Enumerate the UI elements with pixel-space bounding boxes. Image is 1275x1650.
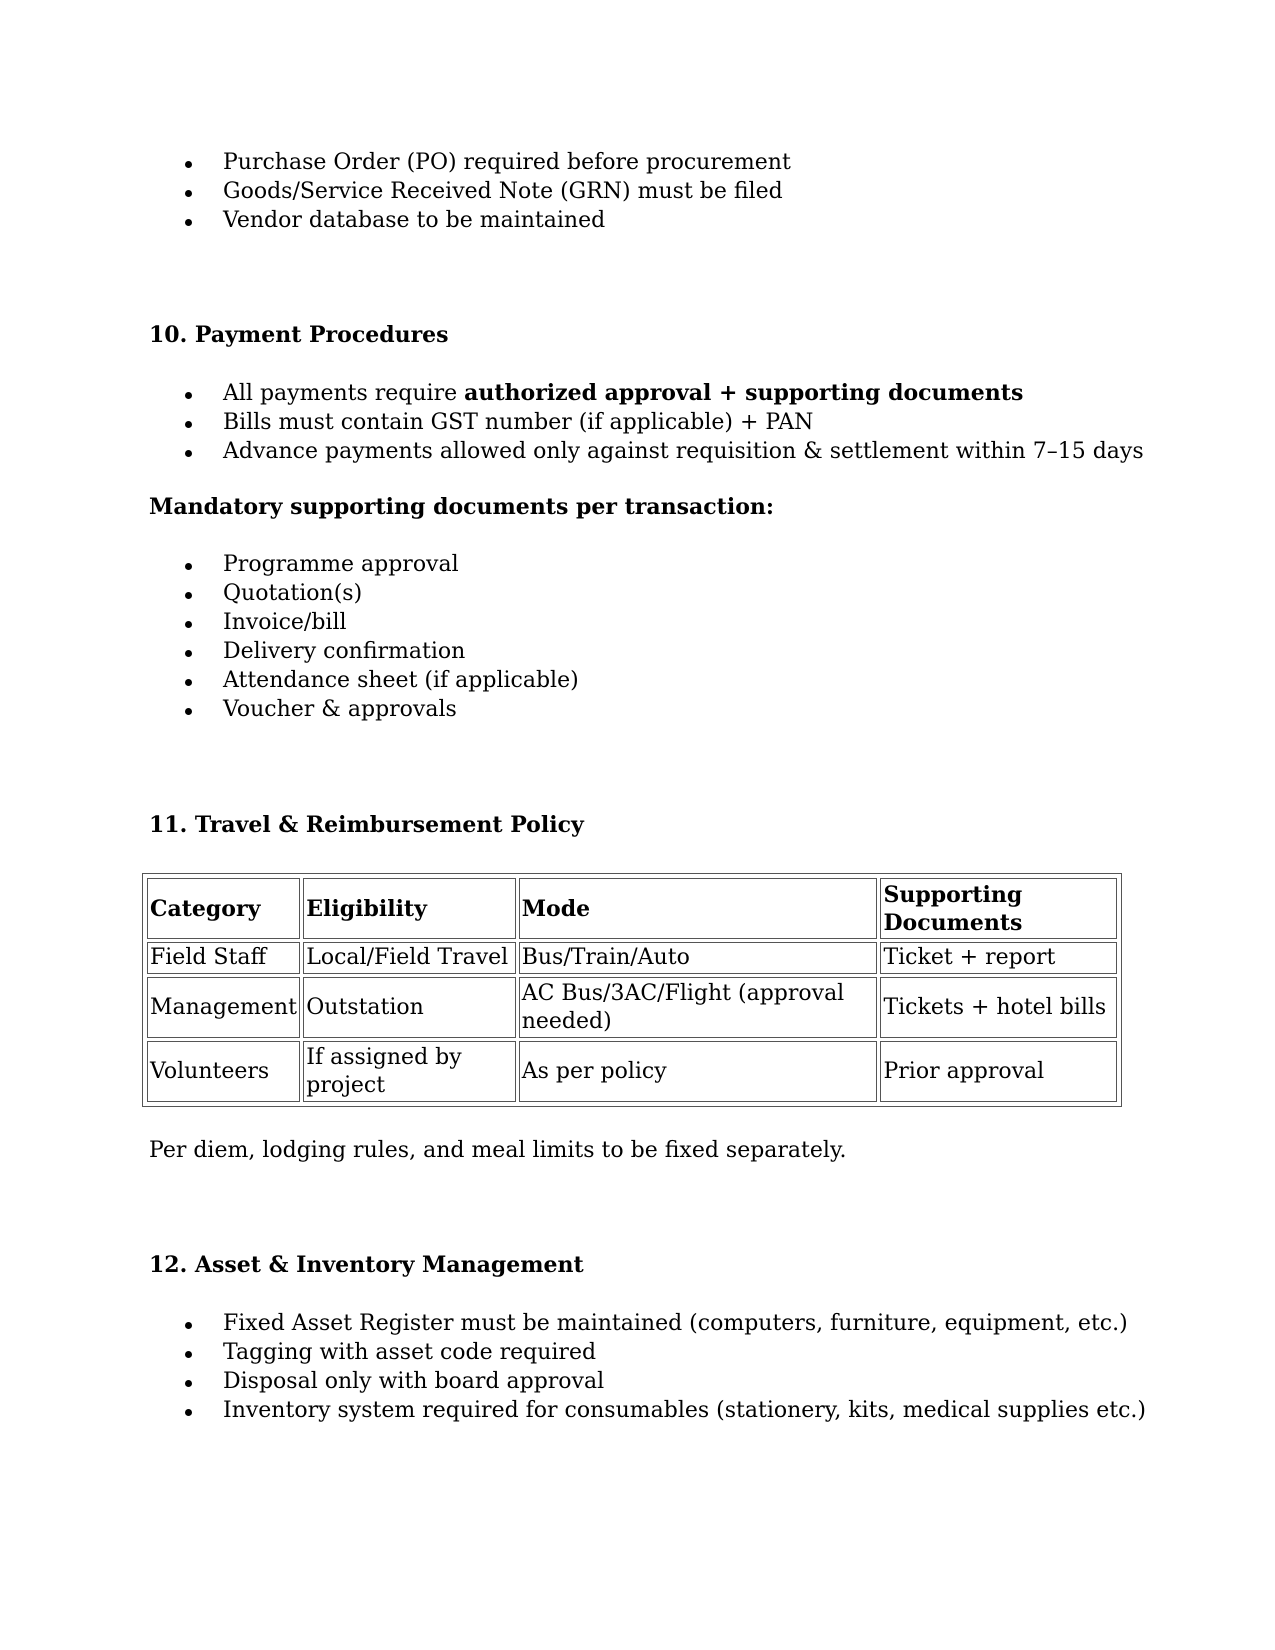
bullet-icon: [185, 1380, 192, 1387]
list-item: [147, 1309, 1137, 1338]
bullet-icon: [185, 1322, 192, 1329]
travel-policy-table: [144, 875, 1120, 1105]
list-item-text: Programme approval: [223, 552, 459, 577]
list-item: [147, 379, 1137, 408]
bullet-icon: [185, 592, 192, 599]
table-cell: Bus/Train/Auto: [519, 942, 878, 974]
payment-rules-list: [147, 379, 1144, 466]
bullet-icon: [185, 392, 192, 399]
table-row: [147, 1041, 1117, 1102]
table-cell: As per policy: [519, 1041, 878, 1102]
list-item-text: Fixed Asset Register must be maintained (computers, furniture, equipment, etc.): [223, 1311, 1128, 1336]
bullet-icon: [185, 621, 192, 628]
list-item: [147, 1367, 1137, 1396]
list-item: [147, 437, 1144, 466]
list-item: [147, 695, 1137, 724]
procurement-list: [147, 148, 1137, 235]
list-item: [147, 579, 1137, 608]
list-item-text: Inventory system required for consumables (stationery, kits, medical supplies etc.): [223, 1398, 1147, 1423]
travel-policy-note: Per diem, lodging rules, and meal limits to be fixed separately.: [149, 1138, 847, 1163]
supporting-documents-list: [147, 550, 1137, 724]
table-cell: If assigned by project: [303, 1041, 515, 1102]
list-item-text: Tagging with asset code required: [223, 1340, 597, 1365]
list-item: [147, 666, 1137, 695]
bullet-icon: [185, 1409, 192, 1416]
list-item-text: Disposal only with board approval: [223, 1369, 605, 1394]
list-item-bold-text: authorized approval + supporting documents: [464, 380, 1024, 406]
table-cell: Volunteers: [147, 1041, 300, 1102]
table-cell: Ticket + report: [880, 942, 1117, 974]
list-item-text: Invoice/bill: [223, 610, 347, 635]
list-item: [147, 1338, 1137, 1367]
table-cell: Management: [147, 977, 300, 1038]
supporting-documents-block: [147, 550, 1137, 724]
table-cell: Local/Field Travel: [303, 942, 515, 974]
payment-rules-block: [147, 379, 1144, 466]
section-10-heading: 10. Payment Procedures: [149, 322, 449, 348]
list-item: [147, 177, 1137, 206]
list-item-text: Advance payments allowed only against requisition & settlement within 7–15 days: [223, 439, 1144, 464]
table-cell: AC Bus/3AC/Flight (approval needed): [519, 977, 878, 1038]
list-item: [147, 608, 1137, 637]
list-item: [147, 550, 1137, 579]
table-cell: Field Staff: [147, 942, 300, 974]
list-item: [147, 637, 1137, 666]
list-item-text: Attendance sheet (if applicable): [223, 668, 579, 693]
table-row: [147, 977, 1117, 1038]
table-row: [147, 942, 1117, 974]
supporting-documents-subheading: Mandatory supporting documents per transaction:: [149, 494, 774, 520]
list-item: [147, 206, 1137, 235]
bullet-icon: [185, 650, 192, 657]
bullet-icon: [185, 679, 192, 686]
bullet-icon: [185, 190, 192, 197]
list-item: [147, 1396, 1147, 1425]
bullet-icon: [185, 421, 192, 428]
travel-policy-table-frame: [142, 873, 1122, 1107]
table-cell: Prior approval: [880, 1041, 1117, 1102]
column-header-supporting-documents: Supporting Documents: [880, 878, 1117, 939]
bullet-icon: [185, 450, 192, 457]
list-item-text: Goods/Service Received Note (GRN) must be filed: [223, 179, 783, 204]
column-header-category: Category: [147, 878, 300, 939]
list-item-text: Bills must contain GST number (if applicable) + PAN: [223, 410, 814, 435]
bullet-icon: [185, 563, 192, 570]
list-item-text: All payments require: [223, 381, 465, 406]
table-header-row: [147, 878, 1117, 939]
table-cell: Tickets + hotel bills: [880, 977, 1117, 1038]
section-12-heading: 12. Asset & Inventory Management: [149, 1252, 584, 1278]
bullet-icon: [185, 219, 192, 226]
list-item-text: Delivery confirmation: [223, 639, 466, 664]
bullet-icon: [185, 161, 192, 168]
list-item-text: Quotation(s): [223, 581, 363, 606]
procurement-list-block: [147, 148, 1137, 235]
bullet-icon: [185, 1351, 192, 1358]
list-item-text: Vendor database to be maintained: [223, 208, 606, 233]
table-cell: Outstation: [303, 977, 515, 1038]
asset-management-block: [147, 1309, 1147, 1425]
list-item: [147, 148, 1137, 177]
asset-management-list: [147, 1309, 1147, 1425]
list-item-text: Voucher & approvals: [223, 697, 457, 722]
list-item: [147, 408, 1137, 437]
column-header-mode: Mode: [519, 878, 878, 939]
column-header-eligibility: Eligibility: [303, 878, 515, 939]
list-item-text: Purchase Order (PO) required before procurement: [223, 150, 791, 175]
section-11-heading: 11. Travel & Reimbursement Policy: [149, 812, 584, 838]
bullet-icon: [185, 708, 192, 715]
